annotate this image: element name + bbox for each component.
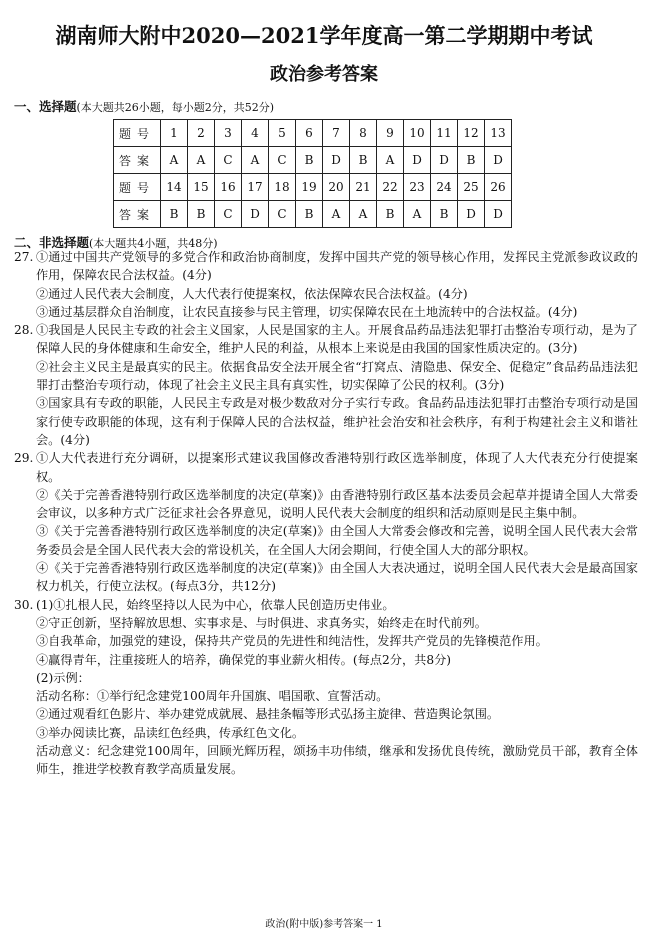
table-cell: B bbox=[458, 147, 485, 174]
section-choice-note: (本大题共26小题，每小题2分，共52分) bbox=[76, 101, 275, 114]
table-cell: 1 bbox=[161, 120, 188, 147]
table-cell: 12 bbox=[458, 120, 485, 147]
table-cell: A bbox=[242, 147, 269, 174]
table-row bbox=[114, 201, 512, 228]
answers-body bbox=[14, 248, 638, 779]
table-label-answer: 答案 bbox=[114, 147, 161, 174]
table-cell: D bbox=[323, 147, 350, 174]
table-cell: 24 bbox=[431, 174, 458, 201]
answer-paragraph: ①我国是人民民主专政的社会主义国家，人民是国家的主人。开展食品药品违法犯罪打击整治专项行动，是为了保障人民的身体健康和生命安全，维护人民的利益，从根本上来说是由我国的国家性质决定的。(3分) bbox=[36, 323, 638, 356]
table-cell: A bbox=[161, 147, 188, 174]
section-choice-heading bbox=[14, 97, 274, 115]
document-subtitle: 政治参考答案 bbox=[270, 64, 378, 85]
table-cell: A bbox=[323, 201, 350, 228]
table-cell: B bbox=[377, 201, 404, 228]
document-title: 湖南师大附中2020—2021学年度高一第二学期期中考试 bbox=[55, 23, 593, 48]
table-cell: D bbox=[242, 201, 269, 228]
question-number: 29. bbox=[14, 451, 34, 466]
section-choice-title: 一、选择题 bbox=[14, 99, 77, 114]
question-number: 30. bbox=[14, 597, 34, 612]
answer-paragraph: ②通过人民代表大会制度，人大代表行使提案权，依法保障农民合法权益。(4分) bbox=[36, 286, 468, 301]
table-cell: 17 bbox=[242, 174, 269, 201]
table-cell: 11 bbox=[431, 120, 458, 147]
answer-paragraph: ④赢得青年，注重接班人的培养，确保党的事业薪火相传。(每点2分，共8分) bbox=[36, 652, 452, 667]
table-cell: 23 bbox=[404, 174, 431, 201]
table-cell: B bbox=[431, 201, 458, 228]
answer-paragraph: ③自我革命，加强党的建设，保持共产党员的先进性和纯洁性，发挥共产党员的先锋模范作用。 bbox=[36, 634, 548, 649]
section-nonchoice-title: 二、非选择题 bbox=[14, 235, 90, 250]
answer-paragraph: ②社会主义民主是最真实的民主。依据食品安全法开展全省“打窝点、清隐患、保安全、促稳定”食品药品违法犯罪打击整治专项行动，体现了社会主义民主具有真实性，切实保障了公民的权利。(3分) bbox=[36, 359, 638, 393]
answer-paragraph: ③国家具有专政的职能，人民民主专政是对极少数敌对分子实行专政。食品药品违法犯罪打击整治专项行动是国家行使专政职能的体现，这有利于保障人民的合法权益，维护社会治安和社会秩序，有利于构建社会主义和谐社会。(4分) bbox=[36, 396, 638, 447]
table-cell: 25 bbox=[458, 174, 485, 201]
answer-paragraph: 活动意义：纪念建党100周年，回顾光辉历程，颂扬丰功伟绩，继承和发扬优良传统，激励党员干部，教育全体师生，推进学校教育教学高质量发展。 bbox=[36, 744, 638, 777]
page-footer: 政治(附中版)参考答案一 1 bbox=[265, 919, 383, 930]
question-27 bbox=[14, 248, 638, 321]
table-cell: 14 bbox=[161, 174, 188, 201]
table-cell: A bbox=[377, 147, 404, 174]
table-cell: 7 bbox=[323, 120, 350, 147]
table-cell: D bbox=[404, 147, 431, 174]
answer-paragraph: ④《关于完善香港特别行政区选举制度的决定(草案)》由全国人大表决通过，说明全国人民代表大会是最高国家权力机关，行使立法权。(每点3分，共12分) bbox=[36, 561, 638, 594]
answer-paragraph: 活动名称：①举行纪念建党100周年升国旗、唱国歌、宣誓活动。 bbox=[36, 689, 389, 704]
table-cell: 21 bbox=[350, 174, 377, 201]
table-cell: 18 bbox=[269, 174, 296, 201]
answer-paragraph: ③《关于完善香港特别行政区选举制度的决定(草案)》由全国人大常委会修改和完善，说明全国人民代表大会常务委员会是全国人民代表大会的常设机关，在全国人大闭会期间，行使全国人大的部分职权。 bbox=[36, 524, 638, 557]
table-cell: 26 bbox=[485, 174, 512, 201]
table-cell: D bbox=[431, 147, 458, 174]
table-cell: C bbox=[269, 147, 296, 174]
table-cell: A bbox=[188, 147, 215, 174]
answer-paragraph: ②守正创新，坚持解放思想、实事求是、与时俱进、求真务实，始终走在时代前列。 bbox=[36, 615, 487, 630]
question-number: 27. bbox=[14, 250, 34, 264]
table-cell: 16 bbox=[215, 174, 242, 201]
table-label-question: 题号 bbox=[114, 120, 161, 147]
answer-paragraph: ②通过观看红色影片、举办建党成就展、悬挂条幅等形式弘扬主旋律、营造舆论氛围。 bbox=[36, 707, 500, 722]
table-cell: B bbox=[296, 147, 323, 174]
table-cell: B bbox=[188, 201, 215, 228]
question-number: 28. bbox=[14, 323, 34, 338]
table-cell: B bbox=[350, 147, 377, 174]
table-cell: 6 bbox=[296, 120, 323, 147]
table-cell: 20 bbox=[323, 174, 350, 201]
table-cell: 5 bbox=[269, 120, 296, 147]
answer-paragraph: ③举办阅读比赛，品读红色经典，传承红色文化。 bbox=[36, 725, 305, 740]
table-cell: D bbox=[485, 201, 512, 228]
table-cell: A bbox=[350, 201, 377, 228]
table-cell: C bbox=[269, 201, 296, 228]
answer-paragraph: (2)示例： bbox=[36, 670, 90, 685]
table-cell: 22 bbox=[377, 174, 404, 201]
answer-table bbox=[113, 119, 512, 228]
table-cell: 2 bbox=[188, 120, 215, 147]
table-cell: B bbox=[296, 201, 323, 228]
table-cell: B bbox=[161, 201, 188, 228]
table-cell: C bbox=[215, 201, 242, 228]
table-cell: 10 bbox=[404, 120, 431, 147]
table-cell: 13 bbox=[485, 120, 512, 147]
table-row bbox=[114, 120, 512, 147]
table-cell: A bbox=[404, 201, 431, 228]
table-label-answer: 答案 bbox=[114, 201, 161, 228]
table-cell: 8 bbox=[350, 120, 377, 147]
table-cell: 19 bbox=[296, 174, 323, 201]
table-label-question: 题号 bbox=[114, 174, 161, 201]
table-cell: D bbox=[485, 147, 512, 174]
table-cell: 15 bbox=[188, 174, 215, 201]
table-row bbox=[114, 147, 512, 174]
answer-paragraph: ①通过中国共产党领导的多党合作和政治协商制度，发挥中国共产党的领导核心作用，发挥民主党派参政议政的作用，保障农民合法权益。(4分) bbox=[36, 250, 638, 283]
table-cell: 9 bbox=[377, 120, 404, 147]
table-cell: C bbox=[215, 147, 242, 174]
table-cell: D bbox=[458, 201, 485, 228]
question-30 bbox=[14, 596, 638, 779]
question-28 bbox=[14, 321, 638, 449]
answer-paragraph: ②《关于完善香港特别行政区选举制度的决定(草案)》由香港特别行政区基本法委员会起草并提请全国人大常委会审议，以多种方式广泛征求社会各界意见，说明人民代表大会制度的组织和活动原则是民主集中制。 bbox=[36, 487, 638, 521]
table-cell: 3 bbox=[215, 120, 242, 147]
section-nonchoice-note: (本大题共4小题，共48分) bbox=[89, 237, 218, 250]
table-row bbox=[114, 174, 512, 201]
question-29 bbox=[14, 449, 638, 595]
answer-paragraph: (1)①扎根人民，始终坚持以人民为中心，依靠人民创造历史伟业。 bbox=[36, 597, 395, 612]
answer-paragraph: ①人大代表进行充分调研，以提案形式建议我国修改香港特别行政区选举制度，体现了人大代表充分行使提案权。 bbox=[36, 451, 638, 484]
answer-paragraph: ③通过基层群众自治制度，让农民直接参与民主管理，切实保障农民在土地流转中的合法权益。(4分) bbox=[36, 304, 578, 319]
table-cell: 4 bbox=[242, 120, 269, 147]
